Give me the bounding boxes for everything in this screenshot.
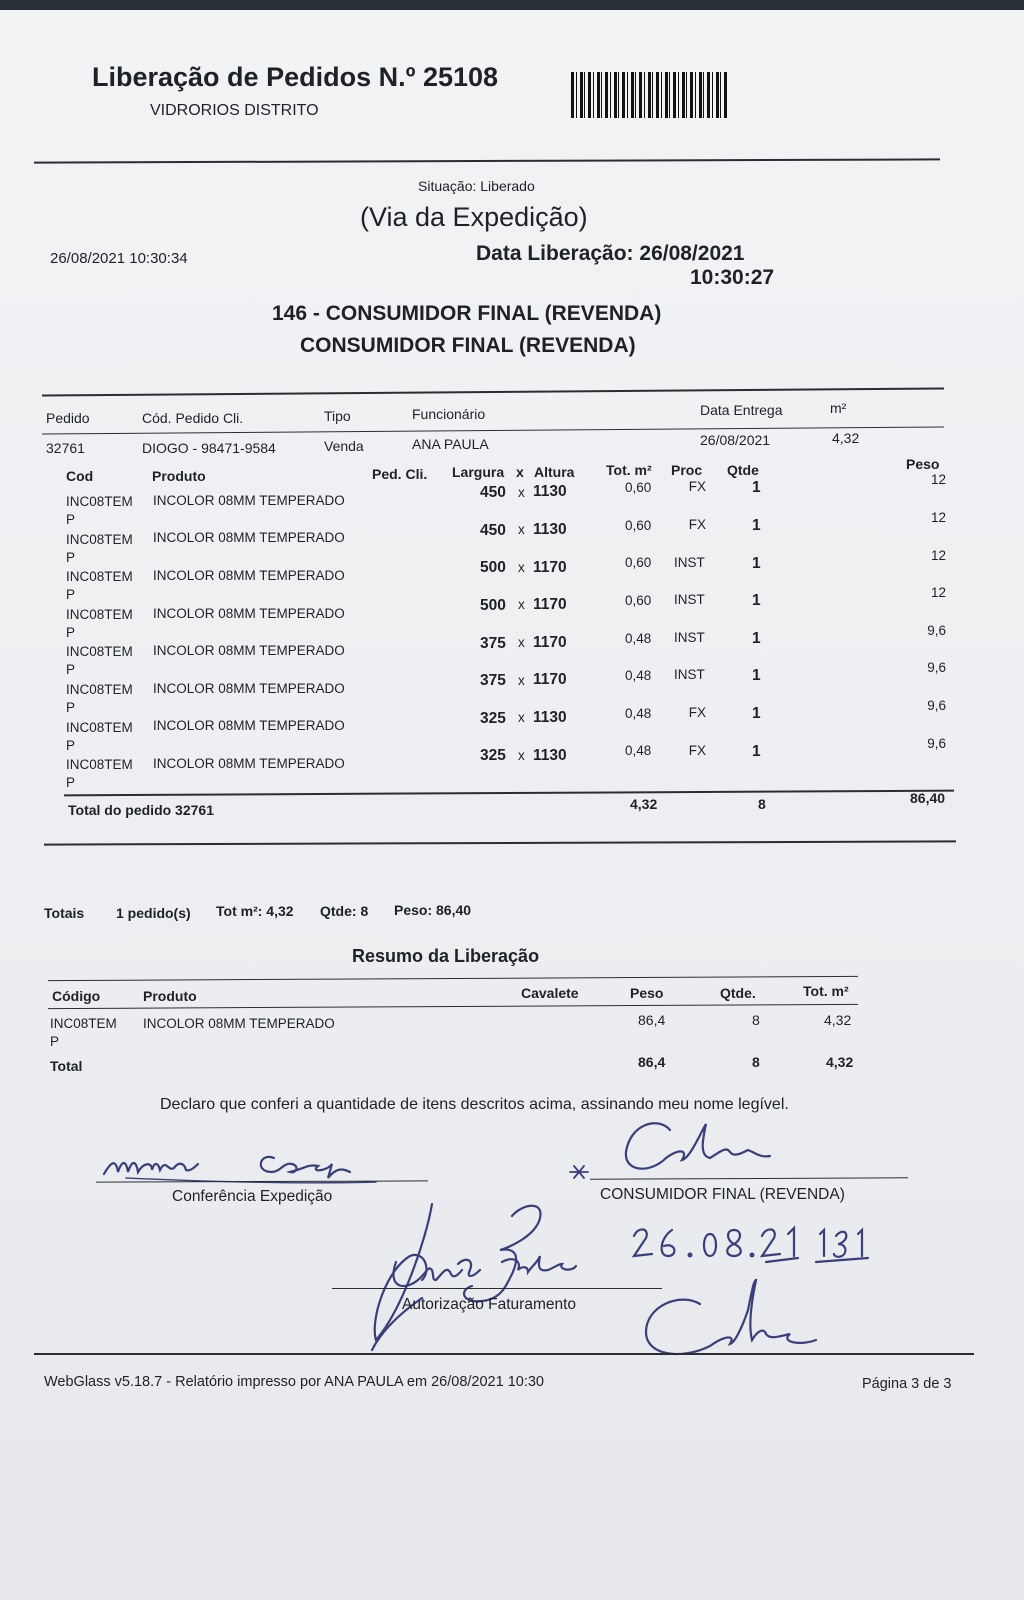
row-peso: 12 xyxy=(930,509,946,525)
row-proc: INST xyxy=(674,592,705,608)
label-m2: m² xyxy=(830,400,847,416)
row-qtde: 1 xyxy=(752,742,761,760)
col-altura: Altura xyxy=(534,464,575,480)
value-tipo: Venda xyxy=(324,438,364,454)
row-tot-m2: 0,60 xyxy=(625,555,652,571)
resumo-row-cod-suffix: P xyxy=(50,1034,60,1049)
row-tot-m2: 0,60 xyxy=(625,517,652,533)
row-largura: 450 xyxy=(480,484,506,502)
row-largura: 500 xyxy=(480,559,506,577)
row-produto: INCOLOR 08MM TEMPERADO xyxy=(153,567,345,583)
value-pedido: 32761 xyxy=(46,440,85,456)
row-proc: FX xyxy=(688,705,706,721)
totais-qtde: Qtde: 8 xyxy=(320,903,369,919)
row-cod-suffix: P xyxy=(66,549,76,565)
conferencia-label: Conferência Expedição xyxy=(172,1188,333,1205)
col-tot-m2: Tot. m² xyxy=(606,462,652,478)
resumo-col-qtde: Qtde. xyxy=(720,985,756,1001)
row-largura: 450 xyxy=(480,521,506,539)
row-peso: 12 xyxy=(930,585,946,601)
row-peso: 9,6 xyxy=(927,697,946,713)
row-cod-suffix: P xyxy=(66,512,76,527)
row-x: x xyxy=(518,672,525,688)
row-produto: INCOLOR 08MM TEMPERADO xyxy=(153,718,345,734)
row-tot-m2: 0,48 xyxy=(625,668,652,684)
row-altura: 1170 xyxy=(533,671,567,689)
resumo-col-tot-m2: Tot. m² xyxy=(803,983,849,999)
row-x: x xyxy=(518,522,525,538)
row-produto: INCOLOR 08MM TEMPERADO xyxy=(153,530,345,546)
col-produto: Produto xyxy=(152,468,206,484)
totais-label: Totais xyxy=(44,905,85,921)
row-cod-suffix: P xyxy=(66,775,76,791)
row-cod-suffix: P xyxy=(66,700,76,715)
row-cod-suffix: P xyxy=(66,662,76,678)
row-altura: 1130 xyxy=(533,746,567,764)
value-data-entrega: 26/08/2021 xyxy=(700,432,771,448)
resumo-mid-rule xyxy=(48,1004,858,1009)
header-divider xyxy=(34,158,940,163)
row-largura: 375 xyxy=(480,634,506,652)
via-label: (Via da Expedição) xyxy=(360,202,588,232)
row-altura: 1130 xyxy=(533,709,567,727)
row-cod: INC08TEM xyxy=(66,531,133,547)
row-altura: 1130 xyxy=(533,483,567,501)
value-cod-pedido-cli: DIOGO - 98471-9584 xyxy=(142,440,276,456)
label-cod-pedido-cli: Cód. Pedido Cli. xyxy=(142,410,244,426)
autorizacao-signature xyxy=(362,1200,642,1360)
row-proc: INST xyxy=(674,554,705,570)
row-qtde: 1 xyxy=(752,667,761,685)
row-produto: INCOLOR 08MM TEMPERADO xyxy=(153,755,345,771)
order-header-top-rule xyxy=(42,387,944,396)
value-m2: 4,32 xyxy=(832,430,860,446)
row-x: x xyxy=(518,559,525,575)
label-tipo: Tipo xyxy=(324,408,351,424)
row-qtde: 1 xyxy=(752,479,761,497)
row-produto: INCOLOR 08MM TEMPERADO xyxy=(153,680,345,696)
row-cod-suffix: P xyxy=(66,624,76,640)
row-cod-suffix: P xyxy=(66,737,76,753)
row-x: x xyxy=(518,635,525,651)
row-produto: INCOLOR 08MM TEMPERADO xyxy=(153,643,345,659)
row-proc: FX xyxy=(688,742,706,758)
cliente-label: CONSUMIDOR FINAL (REVENDA) xyxy=(600,1186,845,1203)
handwritten-date xyxy=(630,1222,880,1268)
data-liberacao: Data Liberação: 26/08/2021 xyxy=(476,242,745,265)
row-largura: 375 xyxy=(480,672,506,690)
row-cod: INC08TEM xyxy=(66,682,133,697)
label-pedido: Pedido xyxy=(46,410,90,426)
resumo-total-tot-m2: 4,32 xyxy=(826,1054,854,1070)
row-tot-m2: 0,60 xyxy=(625,592,652,608)
row-tot-m2: 0,48 xyxy=(625,743,652,759)
row-cod: INC08TEM xyxy=(66,606,133,622)
order-total-m2: 4,32 xyxy=(630,796,658,812)
data-liberacao-time: 10:30:27 xyxy=(690,266,775,289)
items-total-rule xyxy=(64,790,954,797)
resumo-title: Resumo da Liberação xyxy=(352,946,540,966)
col-largura: Largura xyxy=(452,464,505,480)
row-produto: INCOLOR 08MM TEMPERADO xyxy=(153,605,345,621)
row-peso: 12 xyxy=(930,547,946,563)
barcode xyxy=(571,72,729,118)
row-tot-m2: 0,60 xyxy=(625,480,652,496)
autorizacao-line xyxy=(332,1288,662,1289)
label-data-entrega: Data Entrega xyxy=(700,402,783,418)
row-peso: 9,6 xyxy=(927,622,946,638)
resumo-total-peso: 86,4 xyxy=(638,1054,666,1070)
row-altura: 1170 xyxy=(533,633,567,651)
client-name: CONSUMIDOR FINAL (REVENDA) xyxy=(300,334,636,357)
row-tot-m2: 0,48 xyxy=(625,630,652,646)
row-peso: 12 xyxy=(930,472,946,488)
row-altura: 1170 xyxy=(533,596,567,614)
autorizacao-label: Autorização Faturamento xyxy=(402,1296,577,1313)
order-total-qtde: 8 xyxy=(758,796,766,812)
footer-printed-by: WebGlass v5.18.7 - Relatório impresso por ANA PAULA em 26/08/2021 10:30 xyxy=(44,1374,544,1390)
row-proc: FX xyxy=(688,479,706,495)
resumo-row-peso: 86,4 xyxy=(638,1012,666,1028)
row-peso: 9,6 xyxy=(927,735,946,751)
row-cod: INC08TEM xyxy=(66,569,133,585)
resumo-row-produto: INCOLOR 08MM TEMPERADO xyxy=(143,1016,335,1031)
document-page xyxy=(0,10,1024,1600)
value-funcionario: ANA PAULA xyxy=(412,436,489,452)
resumo-row-cod: INC08TEM xyxy=(50,1016,117,1031)
row-qtde: 1 xyxy=(752,554,761,572)
row-produto: INCOLOR 08MM TEMPERADO xyxy=(153,492,345,508)
row-largura: 325 xyxy=(480,709,506,727)
footer-page-number: Página 3 de 3 xyxy=(862,1376,952,1392)
totais-m2: Tot m²: 4,32 xyxy=(216,903,294,919)
row-altura: 1170 xyxy=(533,558,567,576)
row-x: x xyxy=(518,710,525,726)
row-x: x xyxy=(518,747,525,763)
col-x: x xyxy=(516,464,524,480)
resumo-col-codigo: Código xyxy=(52,988,101,1004)
row-x: x xyxy=(518,484,525,500)
resumo-col-produto: Produto xyxy=(143,988,197,1004)
row-proc: INST xyxy=(674,629,705,645)
client-code-name: 146 - CONSUMIDOR FINAL (REVENDA) xyxy=(272,302,662,325)
printed-timestamp: 26/08/2021 10:30:34 xyxy=(50,250,188,267)
row-peso: 9,6 xyxy=(927,660,946,676)
resumo-total-label: Total xyxy=(50,1058,83,1074)
label-funcionario: Funcionário xyxy=(412,406,486,422)
row-cod: INC08TEM xyxy=(66,719,133,735)
row-cod: INC08TEM xyxy=(66,644,133,660)
declaration-text: Declaro que conferi a quantidade de itens descritos acima, assinando meu nome legível. xyxy=(160,1096,789,1113)
col-cod: Cod xyxy=(66,468,94,484)
row-largura: 325 xyxy=(480,747,506,765)
row-x: x xyxy=(518,597,525,613)
row-altura: 1130 xyxy=(533,521,567,539)
row-cod: INC08TEM xyxy=(66,757,133,773)
row-cod: INC08TEM xyxy=(66,494,133,509)
order-total-peso: 86,40 xyxy=(910,790,946,806)
row-proc: INST xyxy=(674,667,705,683)
col-qtde: Qtde xyxy=(727,462,759,478)
order-section-bottom-rule xyxy=(44,840,956,845)
resumo-row-qtde: 8 xyxy=(752,1012,760,1028)
order-total-label: Total do pedido 32761 xyxy=(68,802,214,818)
row-qtde: 1 xyxy=(752,629,761,647)
order-header-mid-rule xyxy=(42,426,944,434)
row-largura: 500 xyxy=(480,597,506,614)
col-ped-cli: Ped. Cli. xyxy=(372,466,428,482)
col-proc: Proc xyxy=(671,462,703,478)
footer-rule xyxy=(34,1353,974,1355)
totais-pedidos: 1 pedido(s) xyxy=(116,905,191,921)
row-cod-suffix: P xyxy=(66,587,76,603)
row-qtde: 1 xyxy=(752,704,761,722)
resumo-total-qtde: 8 xyxy=(752,1054,760,1070)
row-proc: FX xyxy=(688,517,706,533)
company-name: VIDRORIOS DISTRITO xyxy=(150,102,319,119)
resumo-top-rule xyxy=(48,976,858,981)
col-peso: Peso xyxy=(906,456,940,472)
totais-peso: Peso: 86,40 xyxy=(394,902,472,918)
resumo-col-cavalete: Cavalete xyxy=(521,985,579,1001)
row-qtde: 1 xyxy=(752,592,761,610)
situacao-status: Situação: Liberado xyxy=(418,178,535,194)
document-title: Liberação de Pedidos N.º 25108 xyxy=(92,62,499,92)
resumo-row-tot-m2: 4,32 xyxy=(824,1012,852,1028)
cliente-signature xyxy=(570,1112,820,1188)
row-tot-m2: 0,48 xyxy=(625,705,652,721)
row-qtde: 1 xyxy=(752,516,761,534)
resumo-col-peso: Peso xyxy=(630,985,664,1001)
